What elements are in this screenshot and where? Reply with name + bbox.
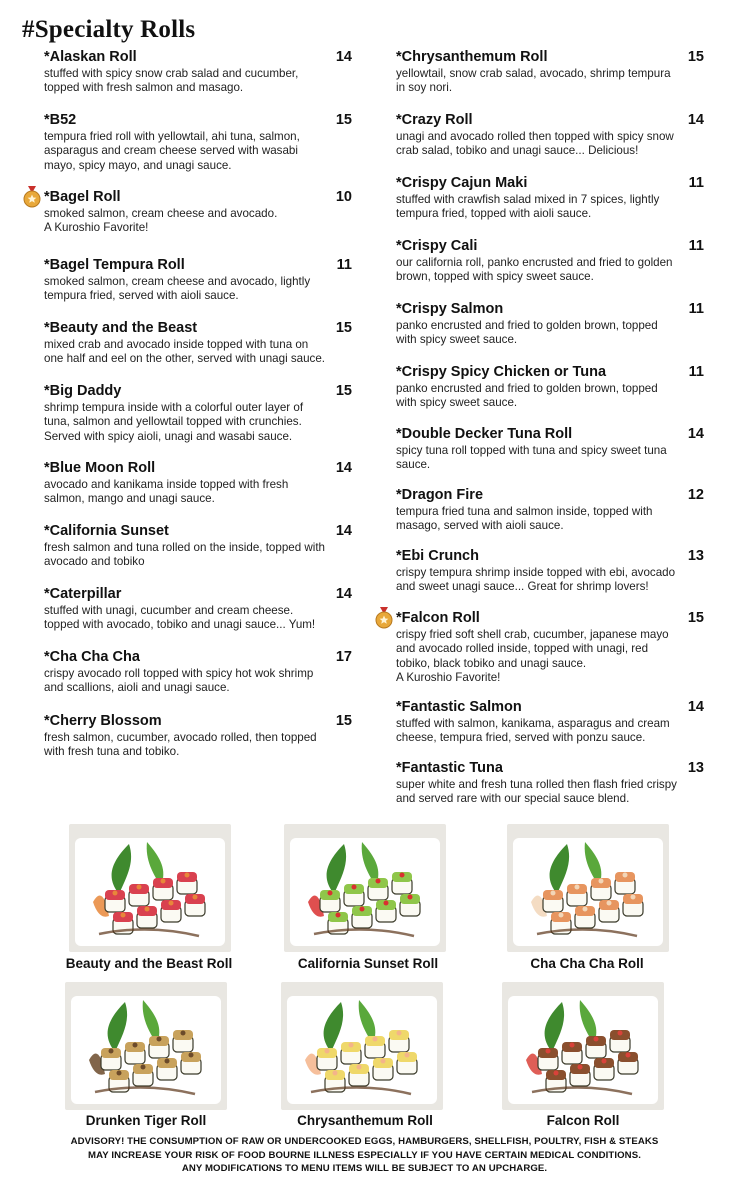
menu-item-description: stuffed with unagi, cucumber and cream cheese. topped with avocado, tobiko and unagi sauce... Yum! <box>44 604 316 632</box>
menu-item-description: stuffed with salmon, kanikama, asparagus and cream cheese, tempura fried, served with ponzu sauce. <box>396 717 670 745</box>
menu-item-price: 11 <box>688 301 704 317</box>
menu-item-name: *Dragon Fire <box>396 487 484 503</box>
sushi-illustration <box>284 824 446 952</box>
sushi-illustration <box>69 824 231 952</box>
menu-item-price: 11 <box>688 175 704 191</box>
page-title: #Specialty Rolls <box>22 16 196 43</box>
menu-item-description: avocado and kanikama inside topped with fresh salmon, mango and unagi sauce. <box>44 478 289 506</box>
menu-item <box>396 760 704 807</box>
sushi-illustration <box>507 824 669 952</box>
photo-caption: Falcon Roll <box>546 1113 620 1128</box>
menu-item <box>44 112 352 173</box>
menu-item <box>44 713 352 760</box>
menu-item <box>44 383 352 444</box>
menu-item-price: 14 <box>335 460 352 476</box>
advisory-line: MAY INCREASE YOUR RISK OF FOOD BOURNE ILLNESS ESPECIALLY IF YOU HAVE CERTAIN MEDICAL CONDITIONS. <box>88 1149 641 1161</box>
menu-item <box>44 189 352 236</box>
menu-item-price: 14 <box>687 112 704 128</box>
menu-item-price: 11 <box>688 364 704 380</box>
menu-item-name: *Fantastic Tuna <box>396 760 503 776</box>
photo-falcon-roll <box>502 982 664 1110</box>
menu-item-price: 10 <box>335 189 352 205</box>
menu-item-name: *Crispy Salmon <box>396 301 504 317</box>
menu-item-name: *Blue Moon Roll <box>44 460 156 476</box>
photo-caption: California Sunset Roll <box>297 956 439 971</box>
menu-item-description: tempura fried tuna and salmon inside, topped with masago, served with aioli sauce. <box>396 505 653 533</box>
menu-item-name: *Big Daddy <box>44 383 122 399</box>
menu-item-price: 15 <box>687 49 704 65</box>
menu-item-description: stuffed with spicy snow crab salad and cucumber, topped with fresh salmon and masago. <box>44 67 299 95</box>
menu-item-description: crispy tempura shrimp inside topped with ebi, avocado and sweet unagi sauce... Great for shrimp lovers! <box>396 566 676 594</box>
menu-item-name: *Falcon Roll <box>396 610 480 626</box>
menu-item-name: *Beauty and the Beast <box>44 320 198 336</box>
menu-item <box>44 586 352 633</box>
menu-item-name: *Crazy Roll <box>396 112 473 128</box>
menu-item-name: *Alaskan Roll <box>44 49 137 65</box>
menu-item <box>396 364 704 411</box>
advisory-line: ADVISORY! THE CONSUMPTION OF RAW OR UNDERCOOKED EGGS, HAMBURGERS, SHELLFISH, POULTRY, FISH & STEAKS <box>70 1136 659 1147</box>
menu-item-description: fresh salmon, cucumber, avocado rolled, then topped with fresh tuna and tobiko. <box>44 731 317 759</box>
menu-item-name: *Chrysanthemum Roll <box>396 49 548 65</box>
menu-item-price: 13 <box>687 548 704 564</box>
menu-item-description: stuffed with crawfish salad mixed in 7 spices, lightly tempura fried, topped with aioli sauce. <box>396 193 660 221</box>
menu-item-name: *Caterpillar <box>44 586 122 602</box>
menu-item <box>396 49 704 96</box>
menu-item-price: 15 <box>335 112 352 128</box>
menu-item-description: fresh salmon and tuna rolled on the inside, topped with avocado and tobiko <box>44 541 326 569</box>
menu-item <box>396 610 704 685</box>
menu-item-name: *Cherry Blossom <box>44 713 162 729</box>
menu-item-price: 14 <box>335 523 352 539</box>
menu-item <box>44 320 352 367</box>
menu-item <box>396 112 704 159</box>
photo-california-sunset-roll <box>284 824 446 952</box>
sushi-illustration <box>502 982 664 1110</box>
menu-item <box>44 460 352 507</box>
menu-item <box>396 301 704 348</box>
medal-icon <box>375 607 393 629</box>
photo-beauty-and-the-beast-roll <box>69 824 231 952</box>
menu-item-description: spicy tuna roll topped with tuna and spicy sweet tuna sauce. <box>396 444 667 472</box>
menu-item-price: 11 <box>688 238 704 254</box>
menu-item-name: *Double Decker Tuna Roll <box>396 426 573 442</box>
menu-item-name: *B52 <box>44 112 77 128</box>
advisory-line: ANY MODIFICATIONS TO MENU ITEMS WILL BE SUBJECT TO AN UPCHARGE. <box>181 1163 548 1174</box>
menu-item-description: panko encrusted and fried to golden brown, topped with spicy sweet sauce. <box>396 319 658 347</box>
menu-item-name: *Crispy Spicy Chicken or Tuna <box>396 364 607 380</box>
advisory-notice <box>0 1135 729 1176</box>
sushi-illustration <box>65 982 227 1110</box>
menu-item-description: shrimp tempura inside with a colorful outer layer of tuna, salmon and yellowtail topped with crunchies. Served with spicy aioli, unagi and wasabi sauce. <box>44 401 304 443</box>
menu-item-price: 14 <box>687 426 704 442</box>
menu-item-price: 13 <box>687 760 704 776</box>
menu-item <box>44 523 352 570</box>
menu-item-price: 12 <box>687 487 704 503</box>
menu-item <box>396 238 704 285</box>
photo-drunken-tiger-roll <box>65 982 227 1110</box>
menu-item-description: crispy avocado roll topped with spicy hot wok shrimp and scallions, aioli and unagi sauce. <box>44 667 314 695</box>
menu-item <box>44 257 352 304</box>
menu-item-description: super white and fresh tuna rolled then flash fried crispy and served rare with our special sauce blend. <box>396 778 677 806</box>
menu-item-description: mixed crab and avocado inside topped with tuna on one half and eel on the other, served with unagi sauce. <box>44 338 326 366</box>
menu-item-price: 17 <box>335 649 352 665</box>
menu-item <box>396 175 704 222</box>
menu-item-description: smoked salmon, cream cheese and avocado, lightly tempura fried, served with aioli sauce. <box>44 275 311 303</box>
menu-item-name: *Crispy Cali <box>396 238 478 254</box>
photo-caption: Cha Cha Cha Roll <box>530 956 644 971</box>
sushi-illustration <box>281 982 443 1110</box>
photo-caption: Chrysanthemum Roll <box>297 1113 433 1128</box>
menu-item <box>44 649 352 696</box>
menu-item-price: 14 <box>335 49 352 65</box>
photo-cha-cha-cha-roll <box>507 824 669 952</box>
menu-item-price: 15 <box>335 383 352 399</box>
menu-item-name: *Ebi Crunch <box>396 548 479 564</box>
menu-item <box>396 487 704 534</box>
menu-item-name: *Crispy Cajun Maki <box>396 175 528 191</box>
menu-item-description: yellowtail, snow crab salad, avocado, shrimp tempura in soy nori. <box>396 67 671 95</box>
menu-item-description: unagi and avocado rolled then topped with spicy snow crab salad, tobiko and unagi sauce... Delicious! <box>396 130 674 158</box>
menu-item <box>44 49 352 96</box>
menu-item-description: smoked salmon, cream cheese and avocado. A Kuroshio Favorite! <box>44 207 278 235</box>
menu-item-description: tempura fried roll with yellowtail, ahi tuna, salmon, asparagus and cream cheese served with wasabi mayo, spicy mayo, and unagi sauce. <box>44 130 300 172</box>
menu-item-description: our california roll, panko encrusted and fried to golden brown, topped with spicy sweet sauce. <box>396 256 673 284</box>
menu-item-name: *California Sunset <box>44 523 169 539</box>
menu-item-description: panko encrusted and fried to golden brown, topped with spicy sweet sauce. <box>396 382 658 410</box>
menu-item-name: *Cha Cha Cha <box>44 649 140 665</box>
menu-item-name: *Bagel Tempura Roll <box>44 257 185 273</box>
menu-item-price: 14 <box>335 586 352 602</box>
photo-chrysanthemum-roll <box>281 982 443 1110</box>
medal-icon <box>23 186 41 208</box>
photo-caption: Drunken Tiger Roll <box>85 1113 207 1128</box>
photo-caption: Beauty and the Beast Roll <box>65 956 233 971</box>
menu-item-price: 11 <box>336 257 352 273</box>
menu-item-name: *Fantastic Salmon <box>396 699 522 715</box>
menu-item-price: 15 <box>335 320 352 336</box>
menu-item-price: 15 <box>335 713 352 729</box>
menu-item <box>396 426 704 473</box>
menu-item-description: crispy fried soft shell crab, cucumber, japanese mayo and avocado rolled inside, topped with unagi, red tobiko, black tobiko and unagi sauce. A Kuroshio Favorite! <box>396 628 669 684</box>
menu-item-price: 15 <box>687 610 704 626</box>
menu-item <box>396 699 704 746</box>
menu-item <box>396 548 704 595</box>
menu-item-price: 14 <box>687 699 704 715</box>
menu-item-name: *Bagel Roll <box>44 189 121 205</box>
